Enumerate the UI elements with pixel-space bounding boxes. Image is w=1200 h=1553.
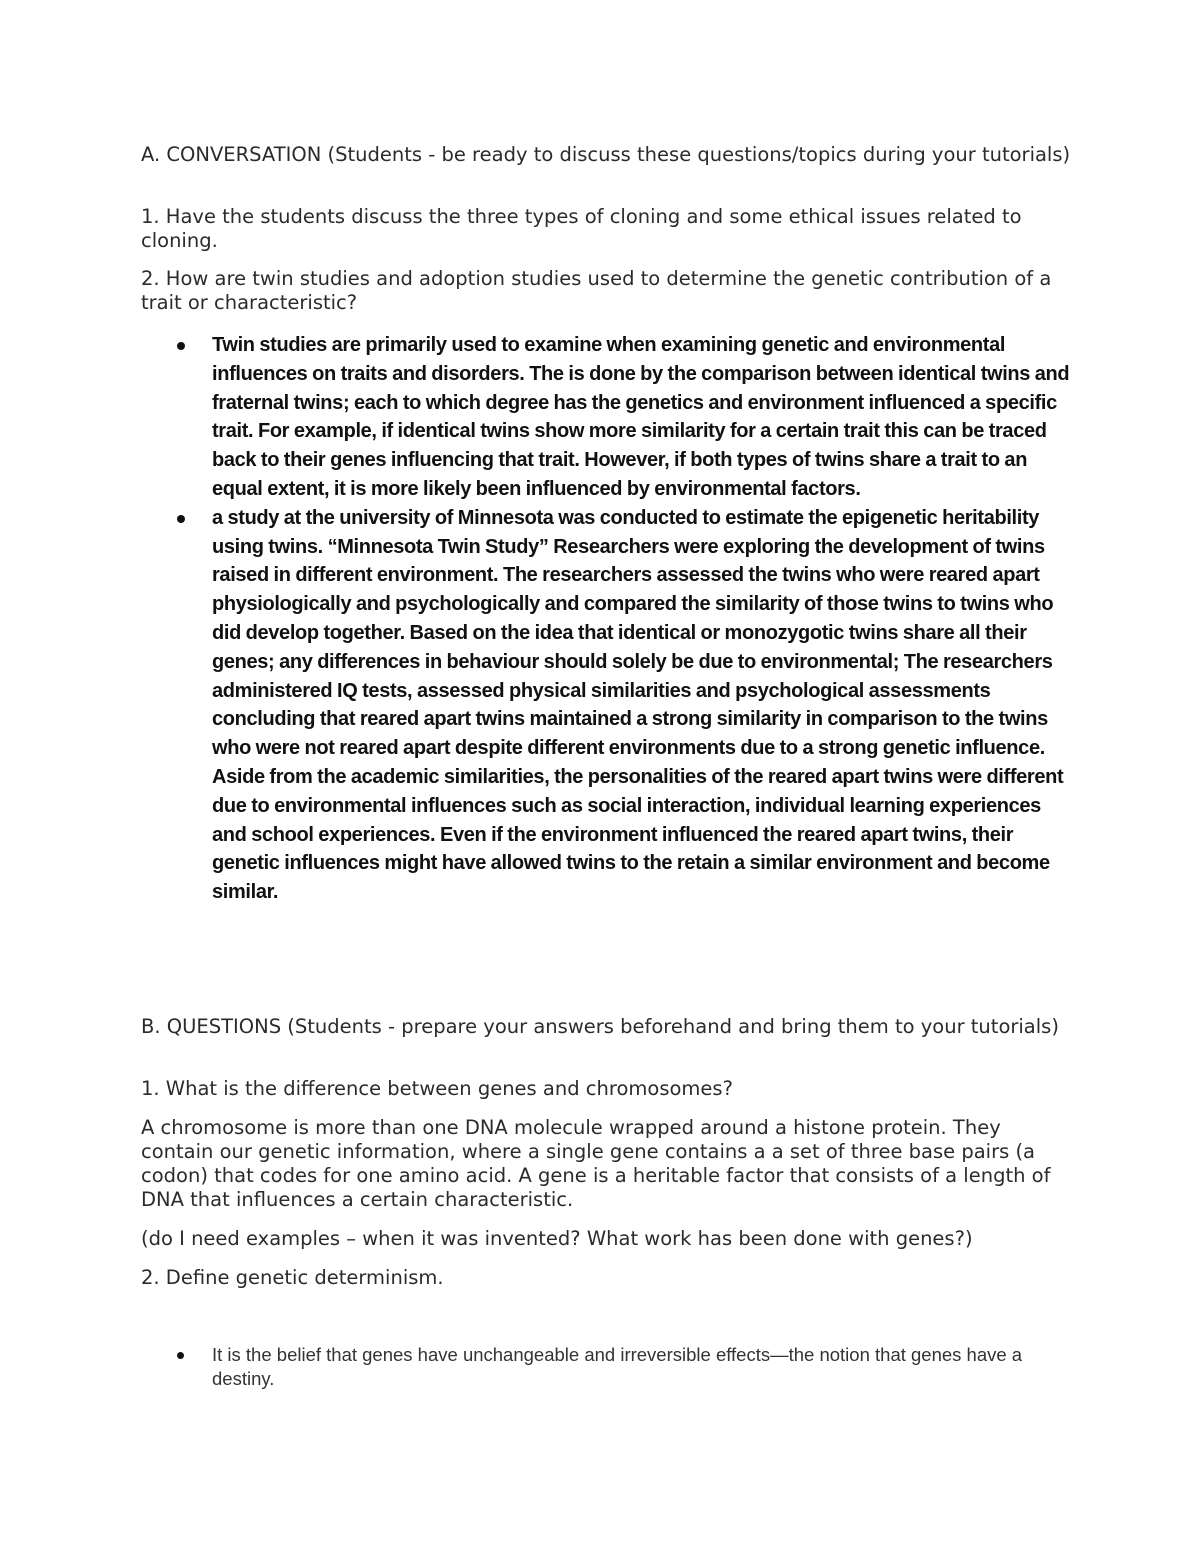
section-b-question-2: 2. Define genetic determinism.: [141, 1266, 444, 1289]
section-b-heading: B. QUESTIONS (Students - prepare your answers beforehand and bring them to your tutorials): [141, 1015, 1059, 1038]
list-item: [141, 1343, 1071, 1391]
section-b-answer-list: [141, 1343, 1071, 1391]
section-b-answer-1: A chromosome is more than one DNA molecule wrapped around a histone protein. They contain our genetic information, where a single gene contains a a set of three base pairs (a codon) that codes for one amino acid. A gene is a heritable factor that consists of a length of DNA that influences a certain characteristic.: [141, 1116, 1051, 1211]
section-a-answer-list: [141, 331, 1071, 907]
section-b-question-1: 1. What is the difference between genes and chromosomes?: [141, 1077, 733, 1100]
section-a-question-1: 1. Have the students discuss the three types of cloning and some ethical issues related to cloning.: [141, 205, 1022, 252]
section-a-heading: A. CONVERSATION (Students - be ready to discuss these questions/topics during your tutorials): [141, 143, 1071, 166]
list-item: [141, 504, 1071, 907]
bullet-icon: [177, 342, 185, 350]
section-b-note: (do I need examples – when it was invented? What work has been done with genes?): [141, 1227, 973, 1250]
section-a-question-2: 2. How are twin studies and adoption studies used to determine the genetic contribution of a trait or characteristic?: [141, 267, 1052, 314]
genetic-determinism-answer: It is the belief that genes have unchangeable and irreversible effects—the notion that genes have a destiny.: [212, 1344, 1023, 1389]
bullet-icon: [177, 515, 185, 523]
twin-studies-answer: Twin studies are primarily used to examine when examining genetic and environmental influences on traits and disorders. The is done by the comparison between identical twins and fraternal twins; each to which degree has the genetics and environment influenced a specific trait. For example, if identical twins show more similarity for a certain trait this can be traced back to their genes influencing that trait. However, if both types of twins share a trait to an equal extent, it is more likely been influenced by environmental factors.: [212, 334, 1070, 500]
bullet-icon: [177, 1352, 184, 1359]
list-item: [141, 331, 1071, 504]
minnesota-study-answer: a study at the university of Minnesota was conducted to estimate the epigenetic heritability using twins. “Minnesota Twin Study” Researchers were exploring the development of twins raised in different environment. The researchers assessed the twins who were reared apart physiologically and psychologically and compared the similarity of those twins to twins who did develop together. Based on the idea that identical or monozygotic twins share all their genes; any differences in behaviour should solely be due to environmental; The researchers administered IQ tests, assessed physical similarities and psychological assessments concluding that reared apart twins maintained a strong similarity in comparison to the twins who were not reared apart despite different environments due to a strong genetic influence. Aside from the academic similarities, the personalities of the reared apart twins were different due to environmental influences such as social interaction, individual learning experiences and school experiences. Even if the environment influenced the reared apart twins, their genetic influences might have allowed twins to the retain a similar environment and become similar.: [212, 506, 1064, 904]
